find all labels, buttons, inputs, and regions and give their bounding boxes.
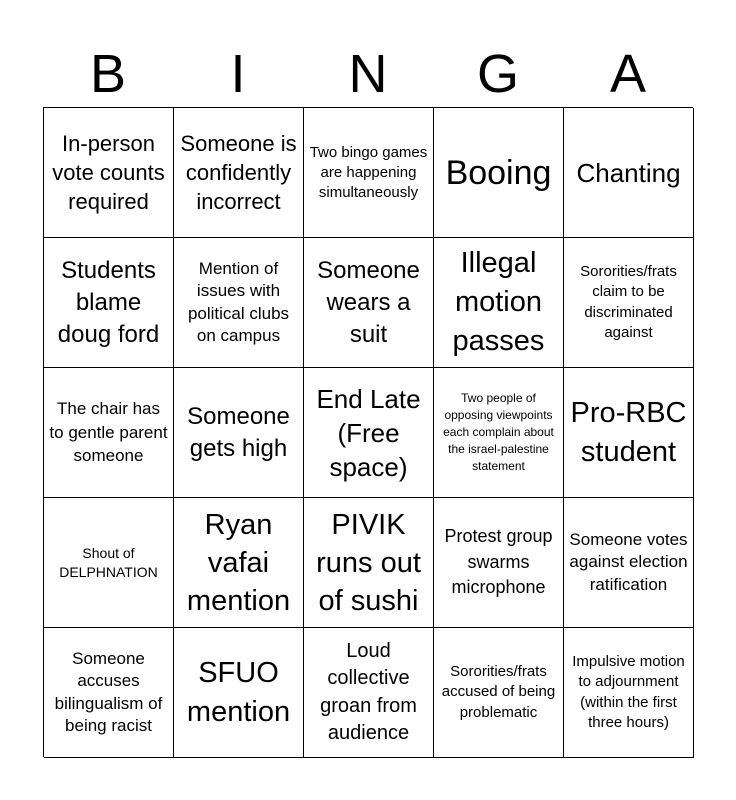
bingo-cell-r4c5[interactable] [564,498,694,628]
cell-text: Two bingo games are happening simultaneously [309,143,428,201]
bingo-cell-r3c5[interactable] [564,368,694,498]
bingo-cell-r1c1[interactable] [44,108,174,238]
bingo-cell-r2c5[interactable] [564,238,694,368]
bingo-grid [43,107,693,757]
cell-text: Someone votes against election ratification [569,529,688,594]
cell-text: Ryan vafai mention [186,508,291,617]
cell-text: Pro-RBC student [570,396,687,468]
cell-text: Loud collective groan from audience [320,639,417,744]
bingo-cell-r3c3[interactable] [304,368,434,498]
bingo-cell-r5c5[interactable] [564,628,694,758]
bingo-cell-r1c3[interactable] [304,108,434,238]
cell-text: Protest group swarms microphone [444,526,553,598]
bingo-header [43,40,693,108]
cell-text: PIVIK runs out of sushi [316,508,421,617]
cell-text: Students blame doug ford [57,256,160,348]
bingo-cell-r5c2[interactable] [174,628,304,758]
bingo-cell-r3c2[interactable] [174,368,304,498]
cell-text: Impulsive motion to adjournment (within the first three hours) [572,652,685,731]
cell-text: In-person vote counts required [52,131,165,214]
cell-text: Sororities/frats accused of being problematic [441,662,556,721]
cell-text: Sororities/frats claim to be discriminated against [580,262,677,341]
bingo-cell-r1c5[interactable] [564,108,694,238]
bingo-cell-r4c4[interactable] [434,498,564,628]
bingo-cell-r5c3[interactable] [304,628,434,758]
bingo-cell-r5c1[interactable] [44,628,174,758]
cell-text: The chair has to gentle parent someone [49,399,168,466]
cell-text: Someone is confidently incorrect [180,131,297,214]
bingo-cell-r5c4[interactable] [434,628,564,758]
bingo-cell-r1c4[interactable] [434,108,564,238]
bingo-cell-r4c1[interactable] [44,498,174,628]
header-letter-n: N [348,44,388,104]
cell-text: Shout of DELPHNATION [59,544,158,580]
header-letter-a: A [609,44,647,104]
cell-text: Chanting [576,157,681,188]
cell-text: Someone gets high [187,402,290,462]
bingo-cell-r2c2[interactable] [174,238,304,368]
header-letter-g: G [476,44,519,104]
cell-text: Illegal motion passes [452,247,545,357]
cell-text: Booing [445,153,552,192]
cell-text: Two people of opposing viewpoints each complain about the israel-palestine statement [443,391,554,473]
bingo-cell-r4c3[interactable] [304,498,434,628]
header-letter-b: B [89,44,127,104]
bingo-cell-r3c4[interactable] [434,368,564,498]
bingo-cell-r3c1[interactable] [44,368,174,498]
cell-text: Mention of issues with political clubs on campus [187,258,290,345]
cell-text: Someone wears a suit [317,256,420,348]
bingo-cell-r4c2[interactable] [174,498,304,628]
cell-text: Someone accuses bilingualism of being racist [54,648,163,735]
bingo-cell-r2c1[interactable] [44,238,174,368]
cell-text: End Late (Free space) [316,383,421,482]
bingo-cell-r1c2[interactable] [174,108,304,238]
bingo-cell-r2c4[interactable] [434,238,564,368]
header-letter-i: I [230,44,246,104]
cell-text: SFUO mention [186,656,291,728]
bingo-cell-r2c3[interactable] [304,238,434,368]
